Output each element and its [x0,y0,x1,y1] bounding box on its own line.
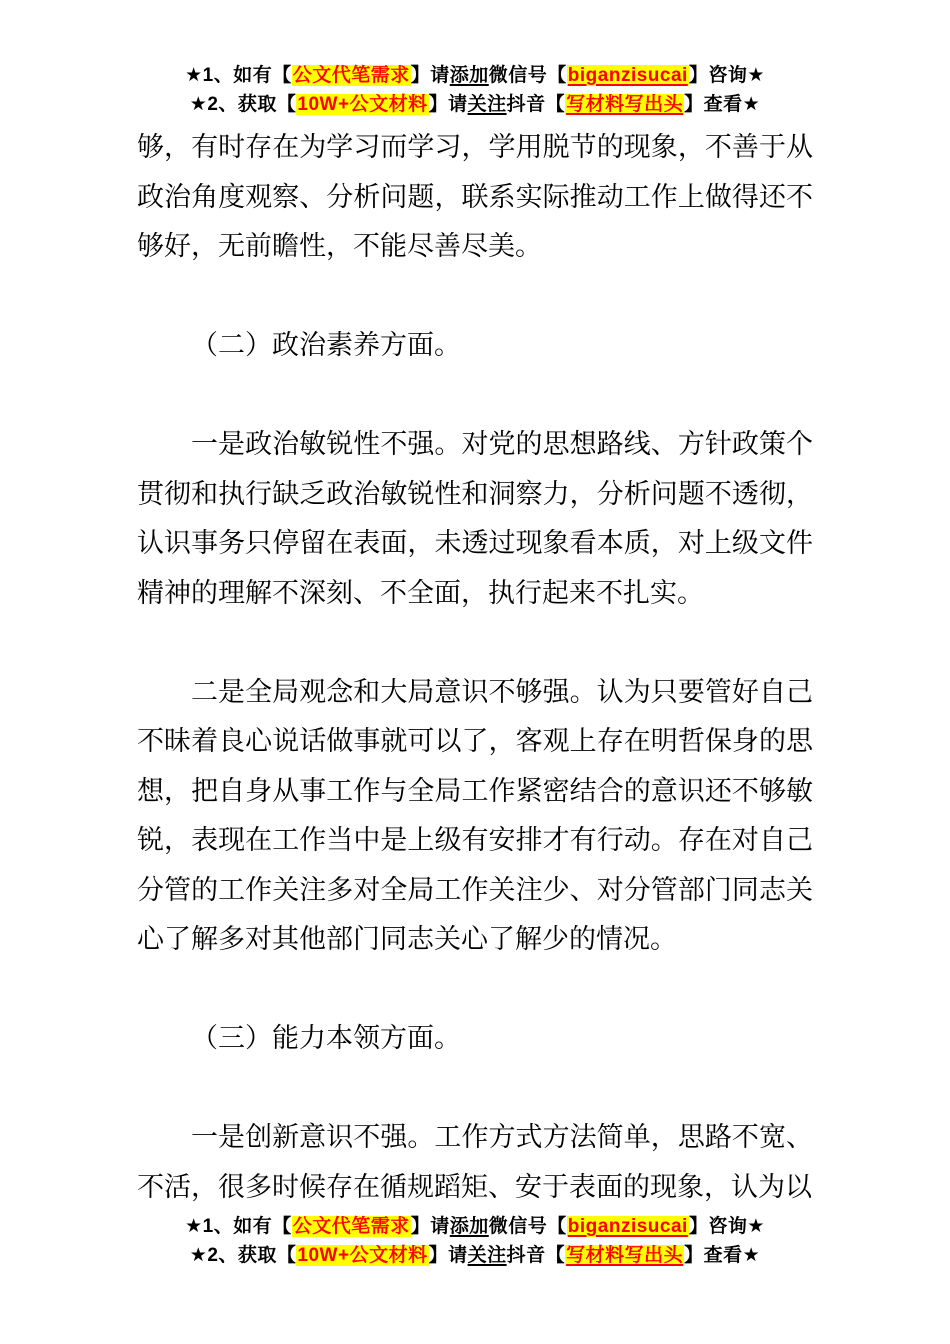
follow-action: 关注 [467,94,507,115]
banner-suffix: 】咨询★ [688,1216,765,1237]
banner-line [0,90,950,119]
banner-connector: 】请 [428,94,468,115]
top-banner [0,61,950,119]
wechat-id: biganzisucai [567,65,688,86]
banner-line [0,1212,950,1241]
bottom-banner [0,1212,950,1270]
service-highlight: 公文代笔需求 [292,65,410,86]
banner-connector: 】请 [410,1216,450,1237]
wechat-id: biganzisucai [567,1216,688,1237]
banner-prefix: ★2、获取【 [189,94,297,115]
section-heading: （二）政治素养方面。 [191,330,461,360]
banner-line [0,61,950,90]
banner-suffix: 】咨询★ [688,65,765,86]
banner-suffix: 】查看★ [684,94,761,115]
follow-action: 关注 [467,1245,507,1266]
paragraph: 一是创新意识不强。工作方式方法简单，思路不宽、不活，很多时候存在循规蹈矩、安于表面的现象，认为以 [137,1122,813,1202]
paragraph: 一是政治敏锐性不强。对党的思想路线、方针政策个贯彻和执行缺乏政治敏锐性和洞察力，分析问题不透彻，认识事务只停留在表面，未透过现象看本质，对上级文件精神的理解不深刻、不全面，执行起来不扎实。 [137,429,813,608]
banner-line [0,1241,950,1270]
douyin-account: 写材料写出头 [566,94,684,115]
banner-prefix: ★2、获取【 [189,1245,297,1266]
material-highlight: 10W+公文材料 [297,1245,428,1266]
douyin-account: 写材料写出头 [566,1245,684,1266]
section-heading: （三）能力本领方面。 [191,1023,461,1053]
service-highlight: 公文代笔需求 [292,1216,410,1237]
document-content [137,123,813,1212]
banner-suffix: 】查看★ [684,1245,761,1266]
banner-prefix: ★1、如有【 [185,1216,292,1237]
add-action: 添加 [449,65,489,86]
platform-label: 抖音【 [506,94,566,115]
material-highlight: 10W+公文材料 [297,94,428,115]
banner-connector: 】请 [428,1245,468,1266]
paragraph: 二是全局观念和大局意识不够强。认为只要管好自己不昧着良心说话做事就可以了，客观上存在明哲保身的思想，把自身从事工作与全局工作紧密结合的意识还不够敏锐，表现在工作当中是上级有安排才有行动。存在对自己分管的工作关注多对全局工作关注少、对分管部门同志关心了解多对其他部门同志关心了解少的情况。 [137,676,813,954]
paragraph: 够，有时存在为学习而学习，学用脱节的现象，不善于从政治角度观察、分析问题，联系实际推动工作上做得还不够好，无前瞻性，不能尽善尽美。 [137,132,813,261]
banner-connector: 】请 [410,65,450,86]
channel-label: 微信号【 [488,65,567,86]
channel-label: 微信号【 [488,1216,567,1237]
platform-label: 抖音【 [506,1245,566,1266]
add-action: 添加 [449,1216,489,1237]
banner-prefix: ★1、如有【 [185,65,292,86]
